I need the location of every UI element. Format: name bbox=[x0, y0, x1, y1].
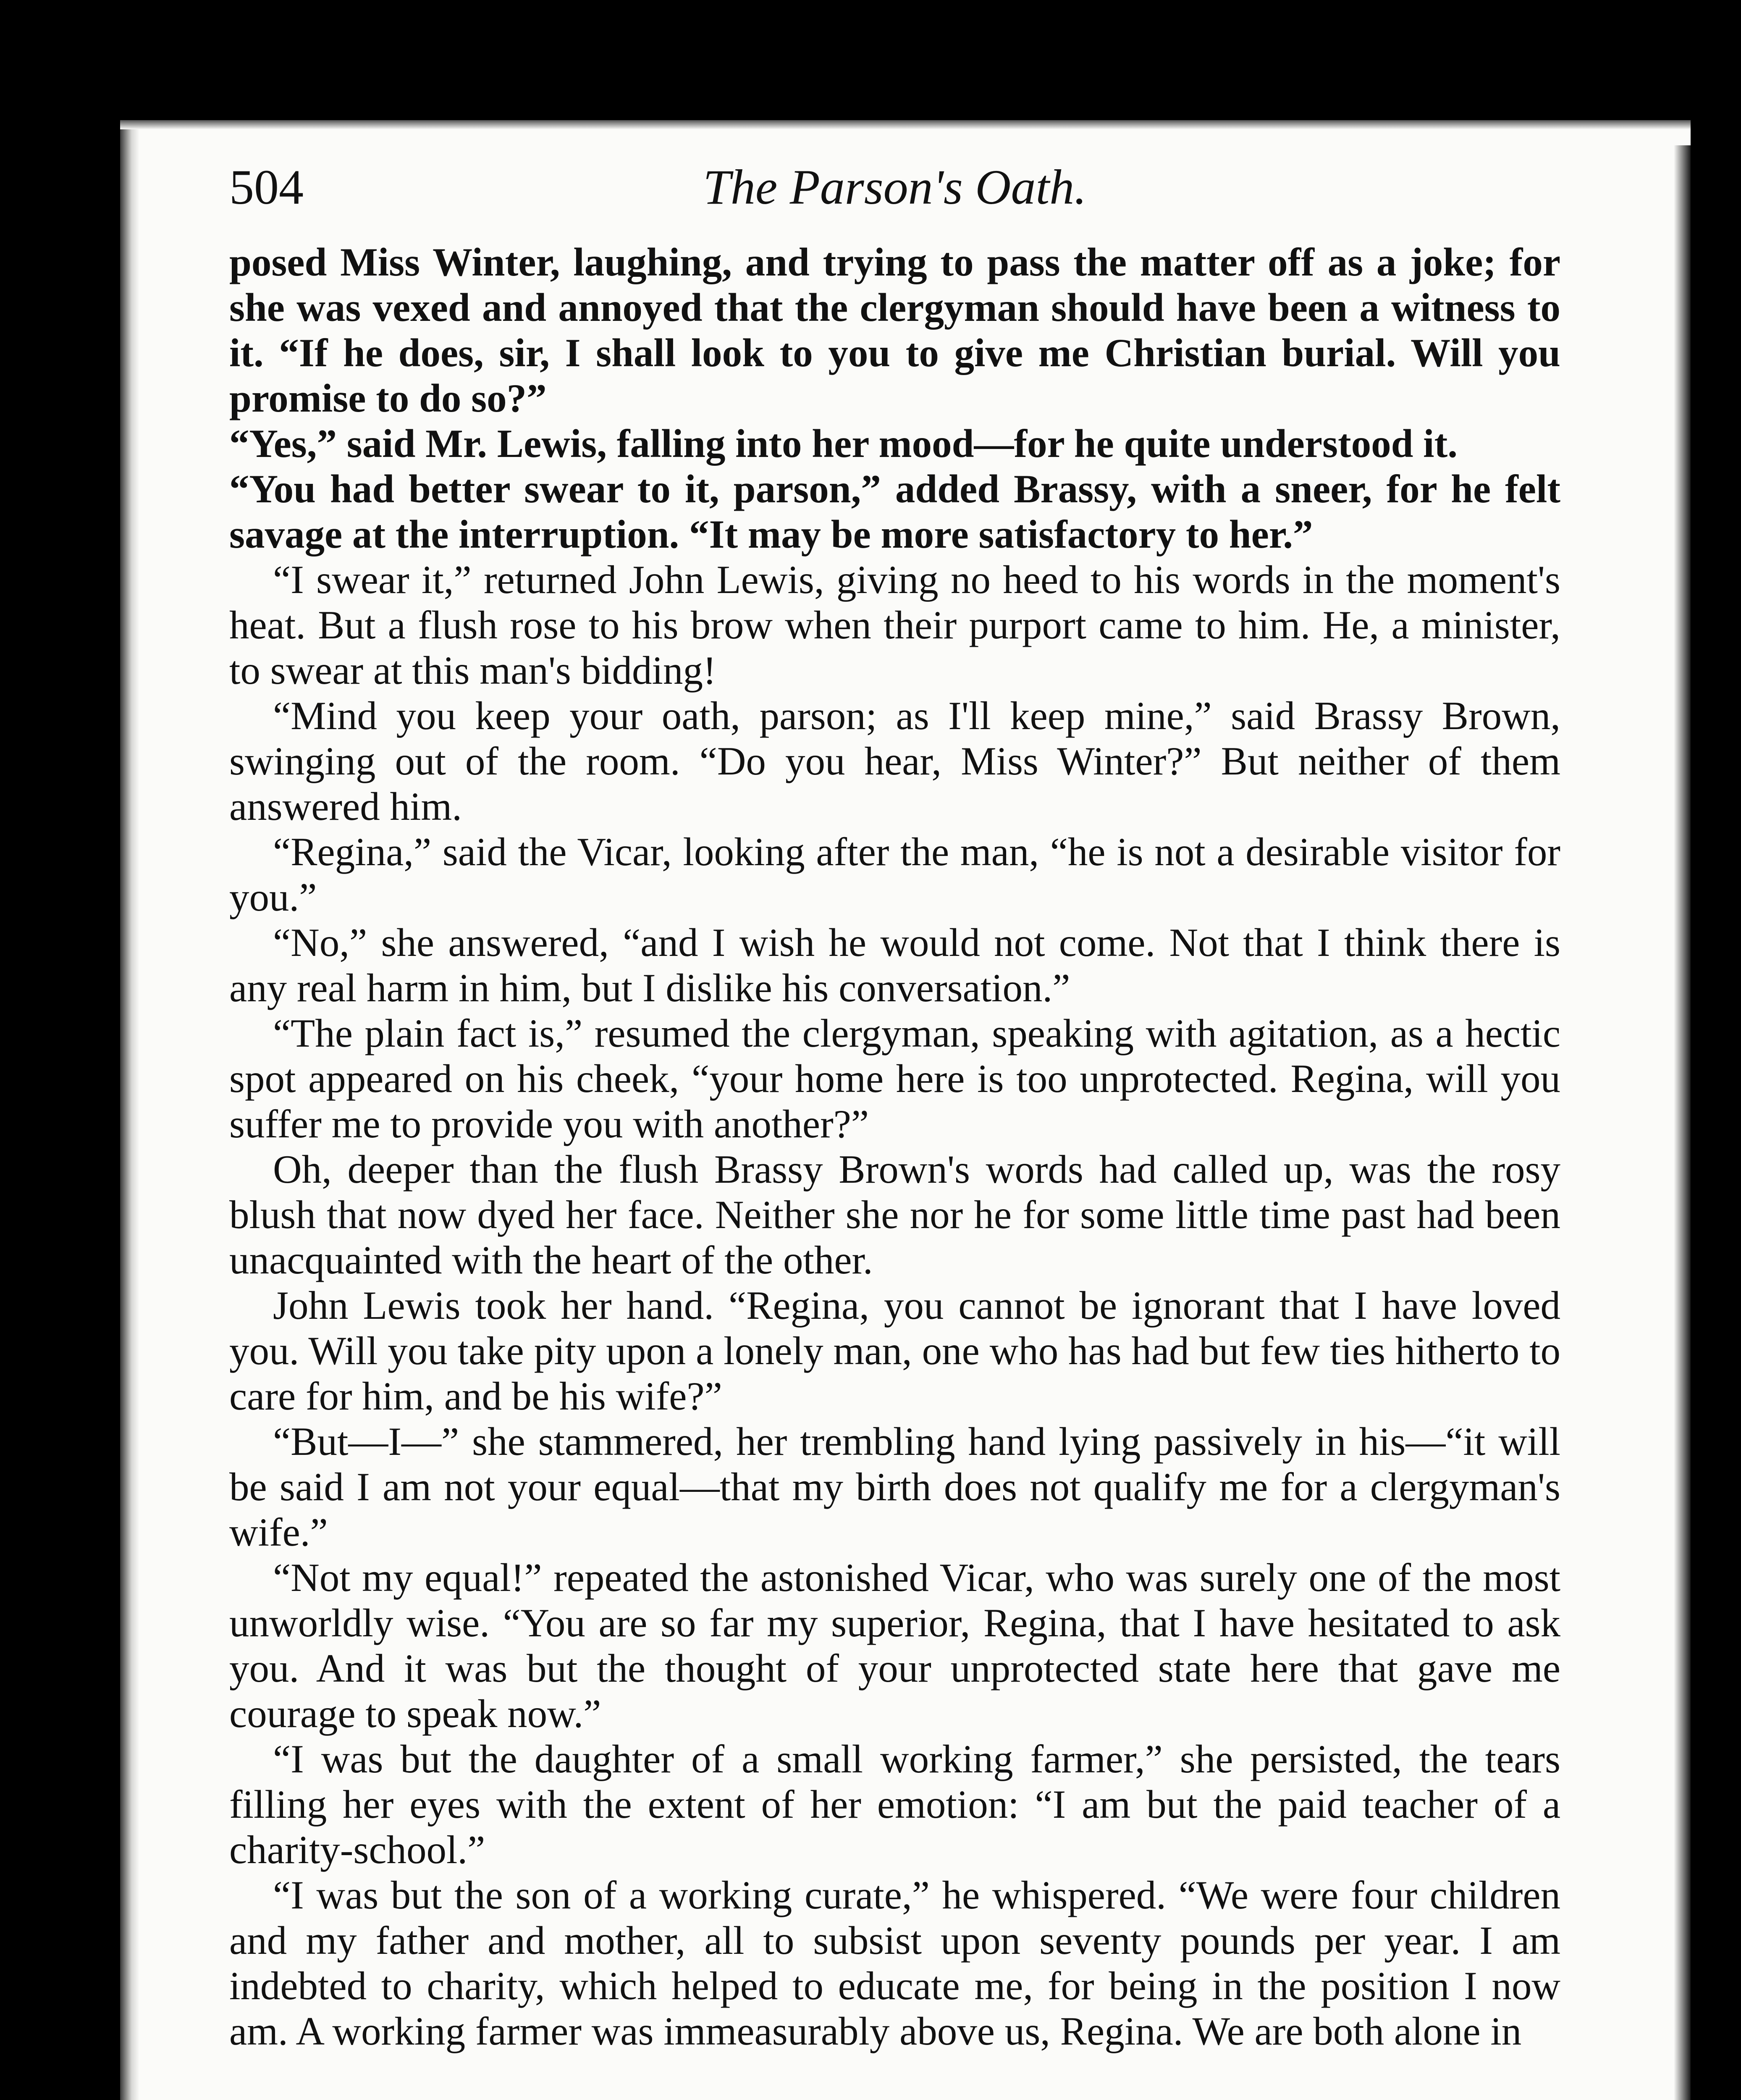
page-right-edge bbox=[1674, 145, 1691, 2100]
paragraph: “I was but the son of a working curate,” he whispered. “We were four children and my father and mother, all to subsist upon seventy pounds per year. I am indebted to charity, which helped to educate me, for being in the position I now am. A working farmer was immeasurably above us, Regina. We are both alone in bbox=[229, 1873, 1560, 2053]
paragraph: “I was but the daughter of a small working farmer,” she persisted, the tears filling her eyes with the extent of her emotion: “I am but the paid teacher of a charity-school.” bbox=[229, 1737, 1560, 1872]
paragraph: “Not my equal!” repeated the astonished Vicar, who was surely one of the most unworldly wise. “You are so far my superior, Regina, that I have hesitated to ask you. And it was but the thought of your unprotected state here that gave me courage to speak now.” bbox=[229, 1555, 1560, 1736]
running-title: The Parson's Oath. bbox=[703, 160, 1087, 215]
page-header bbox=[229, 150, 1560, 225]
paragraph: “Yes,” said Mr. Lewis, falling into her mood—for he quite understood it. bbox=[229, 421, 1458, 466]
paragraph: “You had better swear to it, parson,” added Brassy, with a sneer, for he felt savage at the interruption. “It may be more satisfactory to her.” bbox=[229, 467, 1560, 556]
page-number: 504 bbox=[229, 160, 304, 215]
paragraph: “No,” she answered, “and I wish he would not come. Not that I think there is any real harm in him, but I dislike his conversation.” bbox=[229, 920, 1560, 1010]
paragraph: “But—I—” she stammered, her trembling hand lying passively in his—“it will be said I am not your equal—that my birth does not qualify me for a clergyman's wife.” bbox=[229, 1419, 1560, 1554]
paragraph: “Mind you keep your oath, parson; as I'll keep mine,” said Brassy Brown, swinging out of the room. “Do you hear, Miss Winter?” But neither of them answered him. bbox=[229, 693, 1560, 829]
page-top-edge bbox=[120, 120, 1691, 129]
paragraph: John Lewis took her hand. “Regina, you cannot be ignorant that I have loved you. Will you take pity upon a lonely man, one who has had but few ties hitherto to care for him, and be his wife?” bbox=[229, 1283, 1560, 1418]
paragraph: Oh, deeper than the flush Brassy Brown's words had called up, was the rosy blush that now dyed her face. Neither she nor he for some little time past had been unacquainted with the heart of the other. bbox=[229, 1147, 1560, 1282]
paragraph: “Regina,” said the Vicar, looking after the man, “he is not a desirable visitor for you.” bbox=[229, 830, 1560, 919]
paragraph: “I swear it,” returned John Lewis, giving no heed to his words in the moment's heat. But a flush rose to his brow when their purport came to him. He, a minister, to swear at this man's bidding! bbox=[229, 557, 1560, 693]
paragraph: posed Miss Winter, laughing, and trying to pass the matter off as a joke; for she was vexed and annoyed that the clergyman should have been a witness to it. “If he does, sir, I shall look to you to give me Christian burial. Will you promise to do so?” bbox=[229, 240, 1560, 420]
paragraph: “The plain fact is,” resumed the clergyman, speaking with agitation, as a hectic spot appeared on his cheek, “your home here is too unprotected. Regina, will you suffer me to provide you with another?” bbox=[229, 1011, 1560, 1146]
body-text bbox=[229, 239, 1560, 2100]
spine-shadow bbox=[120, 120, 139, 2100]
